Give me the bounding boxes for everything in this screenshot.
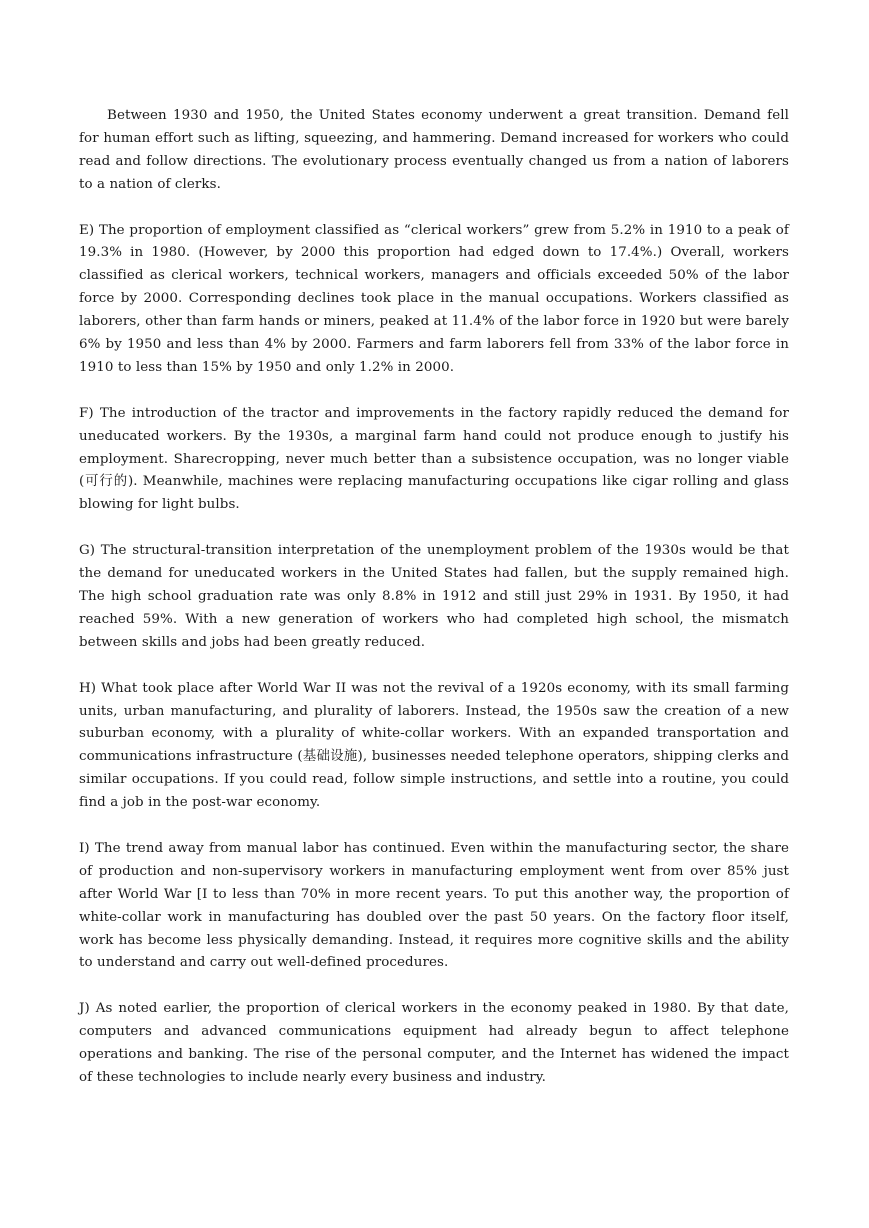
document-page [79,105,789,1113]
paragraph-i: I) The trend away from manual labor has continued. Even within the manufacturing sector, the share of production and non-supervisory workers in manufacturing employment went from over 85% just after World War [I to less than 70% in more recent years. To put this another way, the proportion of white-collar work in manufacturing has doubled over the past 50 years. On the factory floor itself, work has become less physically demanding. Instead, it requires more cognitive skills and the ability to understand and carry out well-defined procedures. [79,840,789,971]
paragraph-j: J) As noted earlier, the proportion of clerical workers in the economy peaked in 1980. By that date, computers and advanced communications equipment had already begun to affect telephone operations and banking. The rise of the personal computer, and the Internet has widened the impact of these technologies to include nearly every business and industry. [79,1001,789,1085]
paragraph-f: F) The introduction of the tractor and improvements in the factory rapidly reduced the demand for uneducated workers. By the 1930s, a marginal farm hand could not produce enough to justify his employment. Sharecropping, never much better than a subsistence occupation, was no longer viable (可行的). Meanwhile, machines were replacing manufacturing occupations like cigar rolling and glass blowing for light bulbs. [79,405,789,513]
paragraph-e: E) The proportion of employment classified as “clerical workers” grew from 5.2% in 1910 to a peak of 19.3% in 1980. (However, by 2000 this proportion had edged down to 17.4%.) Overall, workers classified as clerical workers, technical workers, managers and officials exceeded 50% of the labor force by 2000. Corresponding declines took place in the manual occupations. Workers classified as laborers, other than farm hands or miners, peaked at 11.4% of the labor force in 1920 but were barely 6% by 1950 and less than 4% by 2000. Farmers and farm laborers fell from 33% of the labor force in 1910 to less than 15% by 1950 and only 1.2% in 2000. [79,222,789,375]
paragraph-h: H) What took place after World War II was not the revival of a 1920s economy, with its small farming units, urban manufacturing, and plurality of laborers. Instead, the 1950s saw the creation of a new suburban economy, with a plurality of white-collar workers. With an expanded transportation and communications infrastructure (基础设施), businesses needed telephone operators, shipping clerks and similar occupations. If you could read, follow simple instructions, and settle into a routine, you could find a job in the post-war economy. [79,680,789,811]
paragraph-g: G) The structural-transition interpretation of the unemployment problem of the 1930s would be that the demand for uneducated workers in the United States had fallen, but the supply remained high. The high school graduation rate was only 8.8% in 1912 and still just 29% in 1931. By 1950, it had reached 59%. With a new generation of workers who had completed high school, the mismatch between skills and jobs had been greatly reduced. [79,543,789,650]
paragraph-intro: Between 1930 and 1950, the United States economy underwent a great transition. Demand fell for human effort such as lifting, squeezing, and hammering. Demand increased for workers who could read and follow directions. The evolutionary process eventually changed us from a nation of laborers to a nation of clerks. [79,108,789,192]
